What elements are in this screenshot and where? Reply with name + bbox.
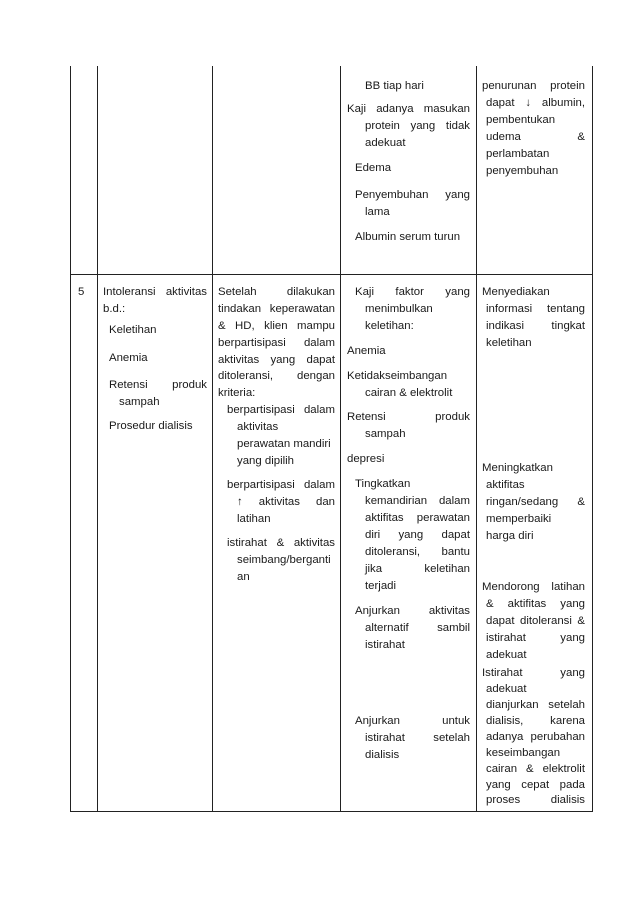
intervention-text: Penyembuhan yang xyxy=(355,189,470,201)
goal-criteria: an xyxy=(237,571,250,583)
intervention-text: BB tiap hari xyxy=(365,80,424,92)
rationale-text: dapat ↓ albumin, xyxy=(486,97,585,109)
rationale-text: keletihan xyxy=(486,337,532,349)
rationale-text: Meningkatkan xyxy=(482,462,553,474)
intervention-text: Edema xyxy=(355,162,392,174)
intervention-text: depresi xyxy=(347,453,385,465)
diagnosis-item: Prosedur dialisis xyxy=(109,420,193,432)
row-separator xyxy=(70,274,593,275)
intervention-text: alternatif sambil xyxy=(365,622,470,634)
goal-text: Setelah dilakukan xyxy=(218,286,335,298)
intervention-text: dialisis xyxy=(365,749,400,761)
intervention-text: lama xyxy=(365,206,390,218)
rationale-text: pembentukan xyxy=(486,114,556,126)
rationale-text: Mendorong latihan xyxy=(482,581,585,593)
intervention-text: Kaji faktor yang xyxy=(355,286,470,298)
goal-criteria: berpartisipasi dalam xyxy=(227,479,335,491)
rationale-text: penurunan protein xyxy=(482,80,585,92)
table-border-bottom xyxy=(70,811,593,812)
table-divider-2 xyxy=(212,66,213,812)
intervention-text: Kaji adanya masukan xyxy=(347,103,470,115)
goal-text: ditoleransi, dengan xyxy=(218,370,335,382)
intervention-text: jika keletihan xyxy=(365,563,470,575)
rationale-text: Istirahat yang xyxy=(482,667,585,679)
goal-text: & HD, klien mampu xyxy=(218,320,335,332)
rationale-text: istirahat yang xyxy=(486,632,585,644)
goal-criteria: ↑ aktivitas dan xyxy=(237,496,335,508)
table-border-left xyxy=(70,66,71,812)
intervention-text: cairan & elektrolit xyxy=(365,387,453,399)
intervention-text: ditoleransi, bantu xyxy=(365,546,470,558)
goal-text: berpartisipasi dalam xyxy=(218,337,335,349)
intervention-text: menimbulkan xyxy=(365,303,433,315)
intervention-text: Anjurkan aktivitas xyxy=(355,605,470,617)
goal-text: aktivitas yang dapat xyxy=(218,354,335,366)
goal-text: tindakan keperawatan xyxy=(218,303,335,315)
intervention-text: keletihan: xyxy=(365,320,414,332)
rationale-text: informasi tentang xyxy=(486,303,585,315)
diagnosis-item: Keletihan xyxy=(109,324,157,336)
rationale-text: udema & xyxy=(486,131,585,143)
diagnosis-item: sampah xyxy=(119,396,160,408)
intervention-text: kemandirian dalam xyxy=(365,495,470,507)
intervention-text: Albumin serum turun xyxy=(355,231,461,243)
rationale-text: adanya perubahan xyxy=(486,731,585,743)
goal-criteria: perawatan mandiri xyxy=(237,438,331,450)
goal-criteria: aktivitas xyxy=(237,421,279,433)
rationale-text: perlambatan xyxy=(486,148,550,160)
rationale-text: memperbaiki xyxy=(486,513,552,525)
intervention-text: Tingkatkan xyxy=(355,478,411,490)
goal-criteria: berpartisipasi dalam xyxy=(227,404,335,416)
rationale-text: Menyediakan xyxy=(482,286,550,298)
table-divider-1 xyxy=(97,66,98,812)
rationale-text: adekuat xyxy=(486,683,527,695)
intervention-text: terjadi xyxy=(365,580,397,592)
rationale-text: dialisis, karena xyxy=(486,715,585,727)
row-number: 5 xyxy=(78,286,85,298)
rationale-text: indikasi tingkat xyxy=(486,320,585,332)
intervention-text: diri yang dapat xyxy=(365,529,470,541)
goal-text: kriteria: xyxy=(218,387,256,399)
intervention-text: adekuat xyxy=(365,137,406,149)
rationale-text: cairan & elektrolit xyxy=(486,763,585,775)
goal-criteria: istirahat & aktivitas xyxy=(227,537,335,549)
diagnosis-title: b.d.: xyxy=(103,303,126,315)
rationale-text: keseimbangan xyxy=(486,747,561,759)
rationale-text: ringan/sedang & xyxy=(486,496,585,508)
intervention-text: istirahat setelah xyxy=(365,732,470,744)
intervention-text: istirahat xyxy=(365,639,405,651)
rationale-text: harga diri xyxy=(486,530,534,542)
intervention-text: Anjurkan untuk xyxy=(355,715,470,727)
table-border-right xyxy=(592,66,593,812)
rationale-text: dianjurkan setelah xyxy=(486,699,585,711)
intervention-text: aktifitas perawatan xyxy=(365,512,470,524)
intervention-text: Ketidakseimbangan xyxy=(347,370,448,382)
rationale-text: yang cepat pada xyxy=(486,779,585,791)
rationale-text: aktifitas xyxy=(486,479,525,491)
diagnosis-item: Retensi produk xyxy=(109,379,207,391)
table-divider-3 xyxy=(340,66,341,812)
rationale-text: penyembuhan xyxy=(486,165,559,177)
goal-criteria: seimbang/berganti xyxy=(237,554,331,566)
goal-criteria: yang dipilih xyxy=(237,455,294,467)
rationale-text: dapat ditoleransi & xyxy=(486,615,585,627)
intervention-text: protein yang tidak xyxy=(365,120,470,132)
rationale-text: & aktifitas yang xyxy=(486,598,585,610)
table-divider-4 xyxy=(476,66,477,812)
intervention-text: Retensi produk xyxy=(347,411,470,423)
diagnosis-item: Anemia xyxy=(109,352,148,364)
rationale-text: adekuat xyxy=(486,649,527,661)
intervention-text: sampah xyxy=(365,428,406,440)
diagnosis-title: Intoleransi aktivitas xyxy=(103,286,207,298)
intervention-text: Anemia xyxy=(347,345,386,357)
rationale-text: proses dialisis xyxy=(486,794,585,806)
goal-criteria: latihan xyxy=(237,513,271,525)
